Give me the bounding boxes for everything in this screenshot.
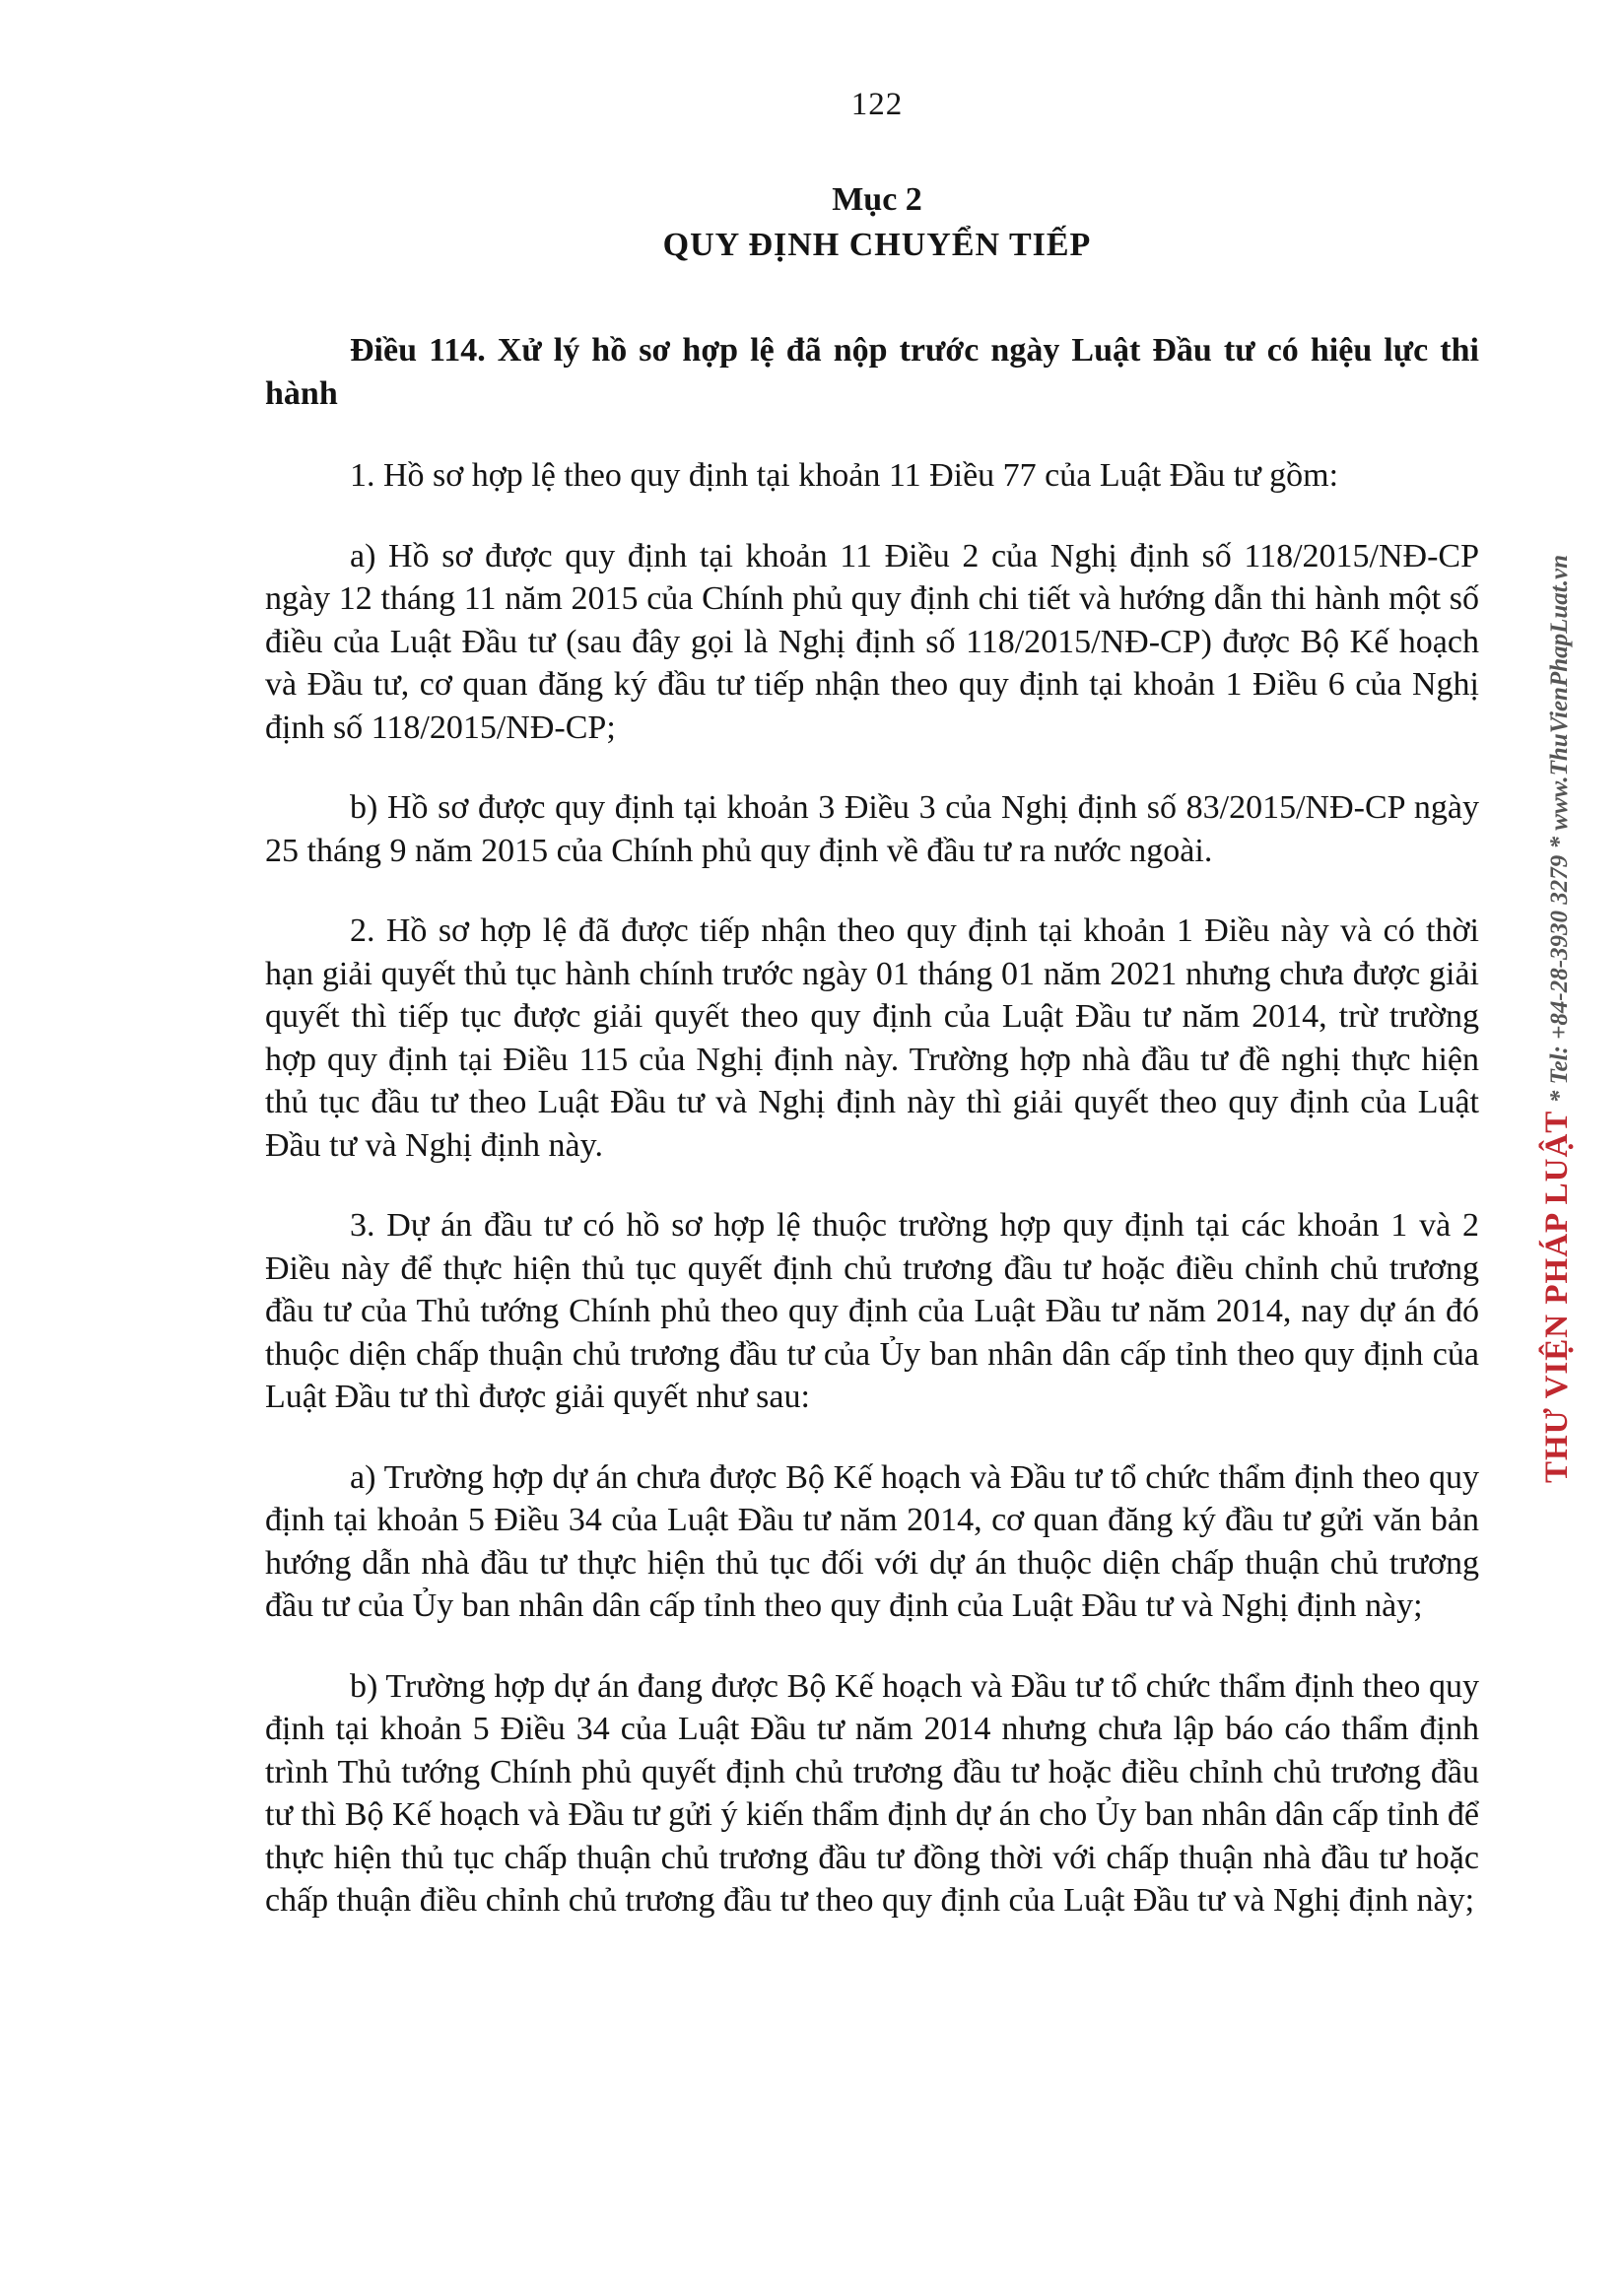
watermark-brand: THƯ VIỆN PHÁP LUẬT — [1539, 1110, 1575, 1483]
article-body — [265, 329, 1479, 1960]
paragraph-3: 3. Dự án đầu tư có hồ sơ hợp lệ thuộc trường hợp quy định tại các khoản 1 và 2 Điều này để thực hiện thủ tục quyết định chủ trương đầu tư hoặc điều chỉnh chủ trương đầu tư của Thủ tướng Chính phủ theo quy định của Luật Đầu tư năm 2014, nay dự án đó thuộc diện chấp thuận chủ trương đầu tư của Ủy ban nhân dân cấp tỉnh theo quy định của Luật Đầu tư thì được giải quyết như sau: — [265, 1207, 1479, 1415]
paragraph-1b: b) Hồ sơ được quy định tại khoản 3 Điều 3 của Nghị định số 83/2015/NĐ-CP ngày 25 tháng 9 năm 2015 của Chính phủ quy định về đầu tư ra nước ngoài. — [265, 789, 1479, 869]
section-title: QUY ĐỊNH CHUYỂN TIẾP — [662, 227, 1092, 263]
section-heading — [0, 177, 1624, 268]
paragraph-3b: b) Trường hợp dự án đang được Bộ Kế hoạch và Đầu tư tổ chức thẩm định theo quy định tại khoản 5 Điều 34 của Luật Đầu tư năm 2014 nhưng chưa lập báo cáo thẩm định trình Thủ tướng Chính phủ quyết định chủ trương đầu tư hoặc điều chỉnh chủ trương đầu tư thì Bộ Kế hoạch và Đầu tư gửi ý kiến thẩm định dự án cho Ủy ban nhân dân cấp tỉnh để thực hiện thủ tục chấp thuận chủ trương đầu tư đồng thời với chấp thuận nhà đầu tư hoặc chấp thuận điều chỉnh chủ trương đầu tư theo quy định của Luật Đầu tư và Nghị định này; — [265, 1667, 1479, 1919]
paragraph-1: 1. Hồ sơ hợp lệ theo quy định tại khoản 11 Điều 77 của Luật Đầu tư gồm: — [350, 457, 1339, 494]
article-heading: Điều 114. Xử lý hồ sơ hợp lệ đã nộp trước ngày Luật Đầu tư có hiệu lực thi hành — [265, 332, 1479, 412]
watermark-contact: * Tel: +84-28-3930 3279 * www.ThuVienPhapLuat.vn — [1546, 555, 1573, 1104]
page-number: 122 — [850, 87, 904, 122]
paragraph-3a: a) Trường hợp dự án chưa được Bộ Kế hoạch và Đầu tư tổ chức thẩm định theo quy định tại khoản 5 Điều 34 của Luật Đầu tư năm 2014, cơ quan đăng ký đầu tư gửi văn bản hướng dẫn nhà đầu tư thực hiện thủ tục đối với dự án thuộc diện chấp thuận chủ trương đầu tư của Ủy ban nhân dân cấp tỉnh theo quy định của Luật Đầu tư và Nghị định này; — [265, 1458, 1479, 1624]
side-watermark — [1539, 555, 1576, 1483]
paragraph-1a: a) Hồ sơ được quy định tại khoản 11 Điều 2 của Nghị định số 118/2015/NĐ-CP ngày 12 tháng 11 năm 2015 của Chính phủ quy định chi tiết và hướng dẫn thi hành một số điều của Luật Đầu tư (sau đây gọi là Nghị định số 118/2015/NĐ-CP) được Bộ Kế hoạch và Đầu tư, cơ quan đăng ký đầu tư tiếp nhận theo quy định tại khoản 1 Điều 6 của Nghị định số 118/2015/NĐ-CP; — [265, 537, 1479, 746]
paragraph-2: 2. Hồ sơ hợp lệ đã được tiếp nhận theo quy định tại khoản 1 Điều này và có thời hạn giải quyết thủ tục hành chính trước ngày 01 tháng 01 năm 2021 nhưng chưa được giải quyết thì tiếp tục được giải quyết theo quy định của Luật Đầu tư năm 2014, trừ trường hợp quy định tại Điều 115 của Nghị định này. Trường hợp nhà đầu tư đề nghị thực hiện thủ tục đầu tư theo Luật Đầu tư và Nghị định này thì giải quyết theo quy định của Luật Đầu tư và Nghị định này. — [265, 912, 1479, 1164]
section-label: Mục 2 — [832, 181, 922, 218]
